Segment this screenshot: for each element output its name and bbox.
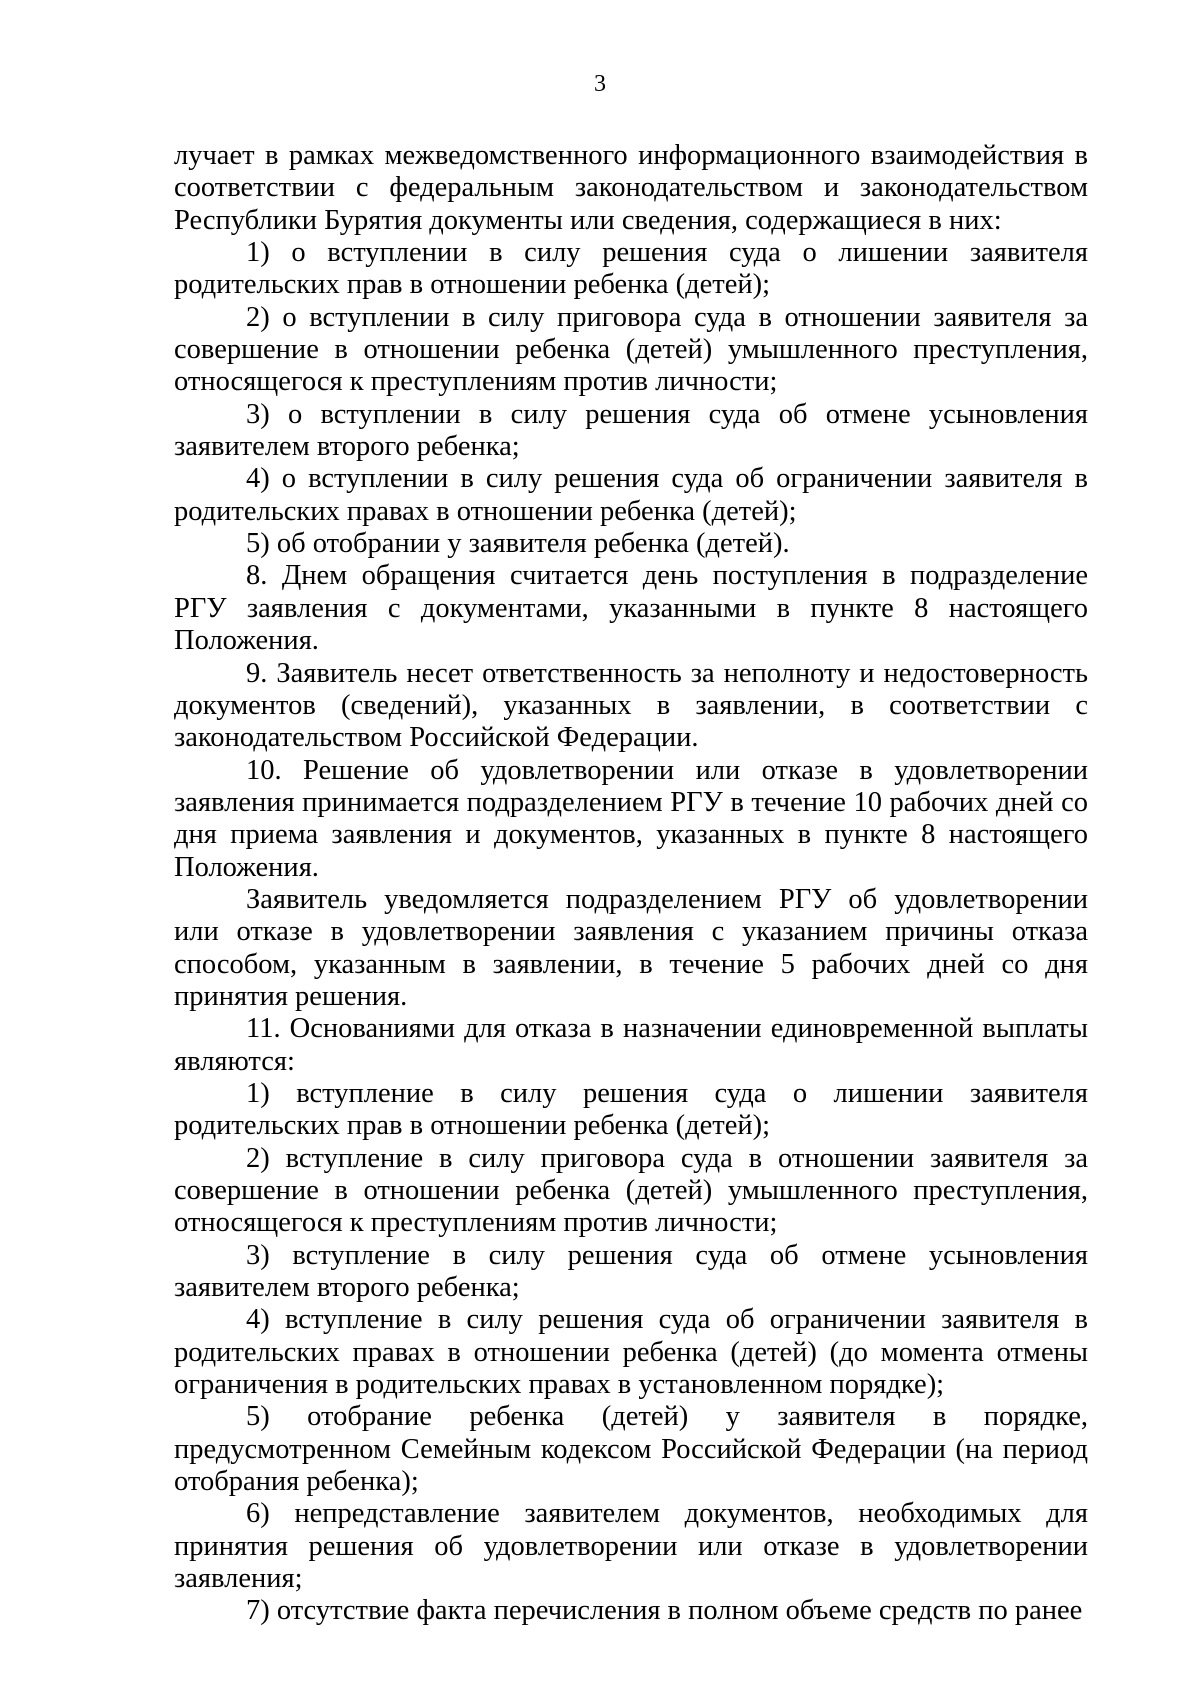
clause-9: 9. Заявитель несет ответственность за неполноту и недостоверность документов (сведений), указанных в заявлении, в соответствии с законодательством Российской Федерации. bbox=[174, 657, 1088, 754]
clause-8: 8. Днем обращения считается день поступления в подразделение РГУ заявления с документами, указанными в пункте 8 настоящего Положения. bbox=[174, 560, 1088, 657]
refusal-ground-7: 7) отсутствие факта перечисления в полном объеме средств по ранее bbox=[246, 1595, 1083, 1627]
refusal-ground-6: 6) непредставление заявителем документов, необходимых для принятия решения об удовлетворении или отказе в удовлетворении заявления; bbox=[174, 1498, 1088, 1595]
page-number: 3 bbox=[594, 71, 606, 97]
list-item-1: 1) о вступлении в силу решения суда о лишении заявителя родительских прав в отношении ребенка (детей); bbox=[174, 237, 1088, 301]
clause-10: 10. Решение об удовлетворении или отказе в удовлетворении заявления принимается подразделением РГУ в течение 10 рабочих дней со дня приема заявления и документов, указанных в пункте 8 настоящего Положения. bbox=[174, 754, 1088, 883]
document-body bbox=[174, 140, 1088, 1628]
list-item-5: 5) об отобрании у заявителя ребенка (детей). bbox=[246, 528, 790, 560]
list-item-4: 4) о вступлении в силу решения суда об ограничении заявителя в родительских правах в отношении ребенка (детей); bbox=[174, 463, 1088, 527]
list-item-3: 3) о вступлении в силу решения суда об отмене усыновления заявителем второго ребенка; bbox=[174, 398, 1088, 463]
paragraph-continuation: лучает в рамках межведомственного информационного взаимодействия в соответствии с федеральным законодательством и законодательством Республики Бурятия документы или сведения, содержащиеся в них: bbox=[174, 140, 1088, 236]
refusal-ground-1: 1) вступление в силу решения суда о лишении заявителя родительских прав в отношении ребенка (детей); bbox=[174, 1077, 1088, 1142]
list-item-2: 2) о вступлении в силу приговора суда в отношении заявителя за совершение в отношении ребенка (детей) умышленного преступления, относящегося к преступлениям против личности; bbox=[174, 301, 1088, 398]
clause-11: 11. Основаниями для отказа в назначении единовременной выплаты являются: bbox=[174, 1013, 1088, 1077]
refusal-ground-5: 5) отобрание ребенка (детей) у заявителя в порядке, предусмотренном Семейным кодексом Российской Федерации (на период отобрания ребенка); bbox=[174, 1401, 1088, 1498]
refusal-ground-2: 2) вступление в силу приговора суда в отношении заявителя за совершение в отношении ребенка (детей) умышленного преступления, относящегося к преступлениям против личности; bbox=[174, 1142, 1088, 1239]
refusal-ground-3: 3) вступление в силу решения суда об отмене усыновления заявителем второго ребенка; bbox=[174, 1239, 1088, 1304]
refusal-ground-4: 4) вступление в силу решения суда об ограничении заявителя в родительских правах в отношении ребенка (детей) (до момента отмены ограничения в родительских правах в установленном порядке); bbox=[174, 1304, 1088, 1401]
clause-10-notification: Заявитель уведомляется подразделением РГУ об удовлетворении или отказе в удовлетворении заявления с указанием причины отказа способом, указанным в заявлении, в течение 5 рабочих дней со дня принятия решения. bbox=[174, 883, 1088, 1012]
